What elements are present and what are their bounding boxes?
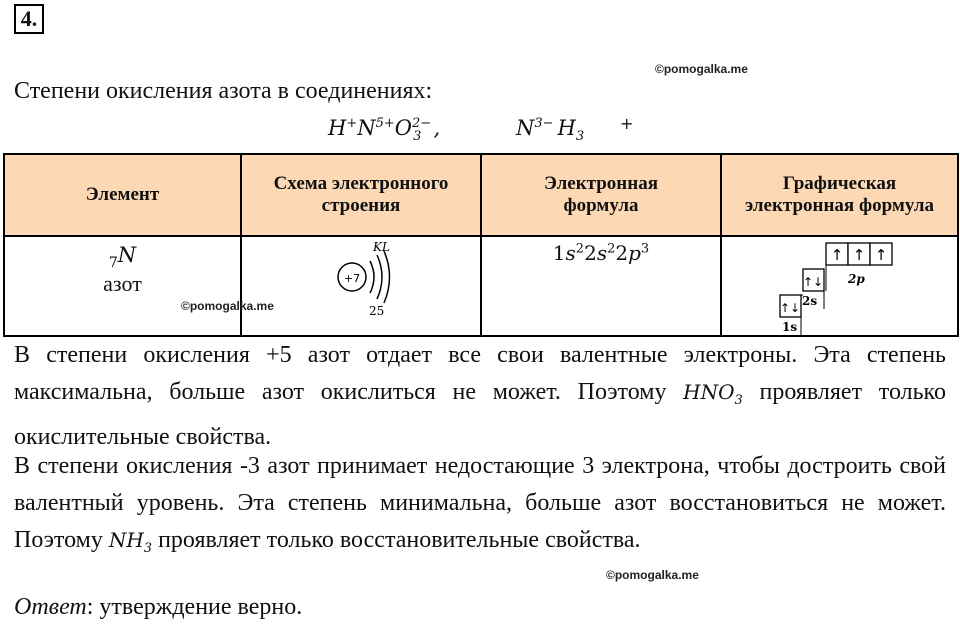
svg-text:↑: ↑ bbox=[830, 246, 844, 264]
answer-label: Ответ bbox=[14, 594, 87, 620]
element-table bbox=[3, 153, 959, 337]
svg-text:KL: KL bbox=[373, 240, 390, 254]
element-name: азот bbox=[103, 271, 142, 297]
intro-text: Степени окисления азота в соединениях: bbox=[14, 78, 433, 104]
svg-text:↑↓: ↑↓ bbox=[802, 275, 824, 289]
svg-text:2p: 2p bbox=[848, 272, 865, 286]
task-number: 4. bbox=[14, 4, 44, 34]
svg-text:2s: 2s bbox=[802, 294, 818, 308]
watermark-bottom: ©pomogalka.me bbox=[606, 568, 699, 582]
header-electron-formula: Электронная формула bbox=[481, 154, 721, 236]
atom-scheme-diagram bbox=[242, 237, 482, 335]
svg-text:+7: +7 bbox=[343, 272, 361, 285]
svg-text:↑: ↑ bbox=[852, 246, 866, 264]
watermark-table: ©pomogalka.me bbox=[181, 299, 274, 313]
header-graphic-formula: Графическая электронная формула bbox=[721, 154, 958, 236]
element-symbol: $_7$N bbox=[108, 243, 137, 272]
formula-hno3: $H^+N^{5+}O^{2-}_3$ , bbox=[328, 116, 441, 145]
orbital-diagram bbox=[722, 237, 959, 335]
formula-nh3: $N^{3-}$ $H_3$ bbox=[516, 116, 585, 145]
answer-text: : утверждение верно. bbox=[86, 594, 303, 620]
svg-text:1s: 1s bbox=[782, 320, 798, 334]
header-element: Элемент bbox=[4, 154, 241, 236]
paragraph-reduction: В степени окисления -3 азот принимает недостающие 3 электрона, чтобы достроить свой валентный уровень. Эта степень минимальна, больше азот восстановиться не может. Поэтому $NH_3$ проявляет только восстановительные свойства. bbox=[14, 453, 946, 556]
electron-formula: $1s^22s^22p^3$ bbox=[552, 241, 650, 265]
svg-text:↑: ↑ bbox=[874, 246, 888, 264]
cell-graphic-formula bbox=[721, 236, 958, 336]
table-row bbox=[4, 236, 958, 336]
header-scheme: Схема электронного строения bbox=[241, 154, 481, 236]
cell-element bbox=[4, 236, 274, 336]
cell-scheme bbox=[241, 236, 481, 336]
answer-line bbox=[14, 594, 302, 621]
table-header-row bbox=[4, 154, 958, 236]
formula-plus: + bbox=[620, 114, 634, 133]
watermark: ©pomogalka.me bbox=[655, 62, 748, 76]
cell-electron-formula bbox=[481, 236, 721, 336]
svg-text:↑↓: ↑↓ bbox=[779, 301, 801, 315]
paragraph-oxidation: В степени окисления +5 азот отдает все свои валентные электроны. Эта степень максимальна, больше азот окислиться не может. Поэтому $HNO_3$ проявляет только окислительные свойства. bbox=[14, 342, 946, 450]
svg-text:25: 25 bbox=[369, 304, 385, 318]
